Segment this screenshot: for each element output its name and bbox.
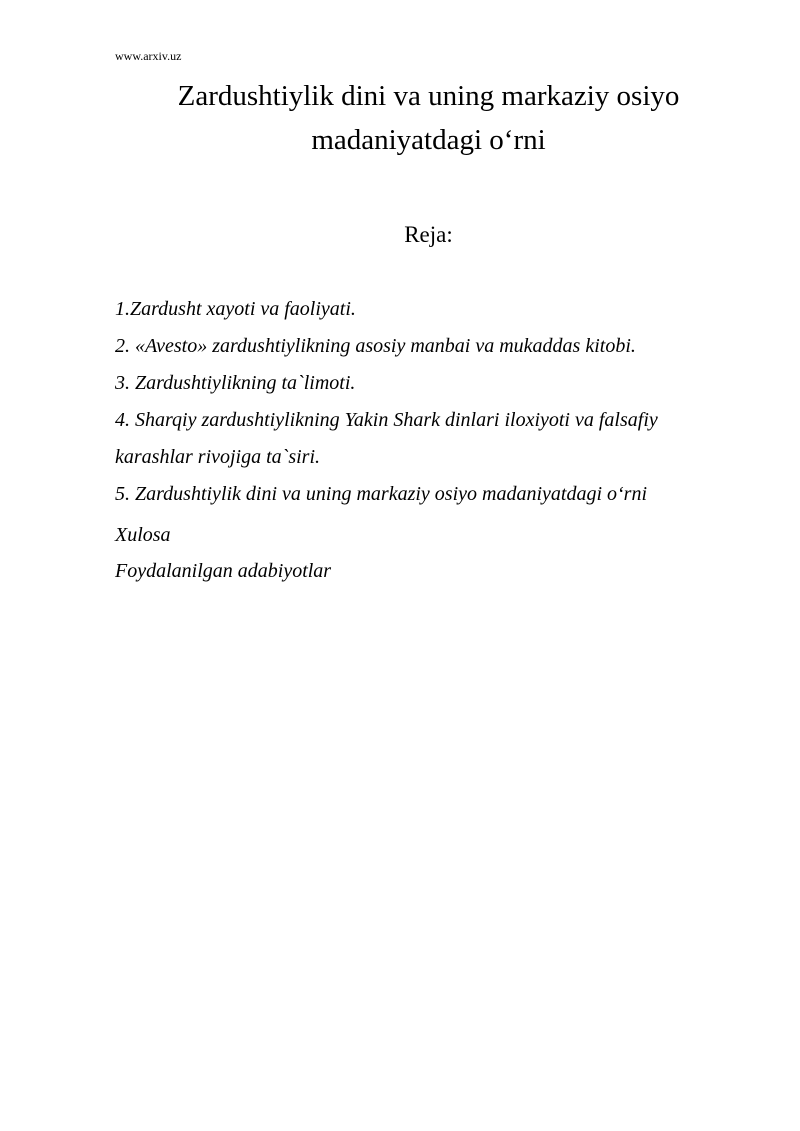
conclusion-item: Xulosa [115,524,171,546]
plan-item-3: 3. Zardushtiylikning ta`limoti. [115,372,356,394]
plan-item-2: 2. «Avesto» zardushtiylikning asosiy manbai va mukaddas kitobi. [115,335,636,357]
plan-item-4: 4. Sharqiy zardushtiylikning Yakin Shark dinlari iloxiyoti va falsafiy karashlar rivojiga ta`siri. [115,409,658,468]
document-title [115,74,742,162]
plan-list [115,291,715,513]
plan-item-5: 5. Zardushtiylik dini va uning markaziy osiyo madaniyatdagi o‘rni [115,483,648,505]
plan-heading: Reja: [404,222,453,247]
closing-sections [115,517,331,589]
document-title-line-1: Zardushtiylik dini va uning markaziy osiyo [177,80,680,112]
references-item: Foydalanilgan adabiyotlar [115,560,332,582]
plan-item-1: 1.Zardusht xayoti va faoliyati. [115,298,356,320]
site-url: www.arxiv.uz [115,49,182,63]
document-title-line-2: madaniyatdagi o‘rni [311,124,546,156]
